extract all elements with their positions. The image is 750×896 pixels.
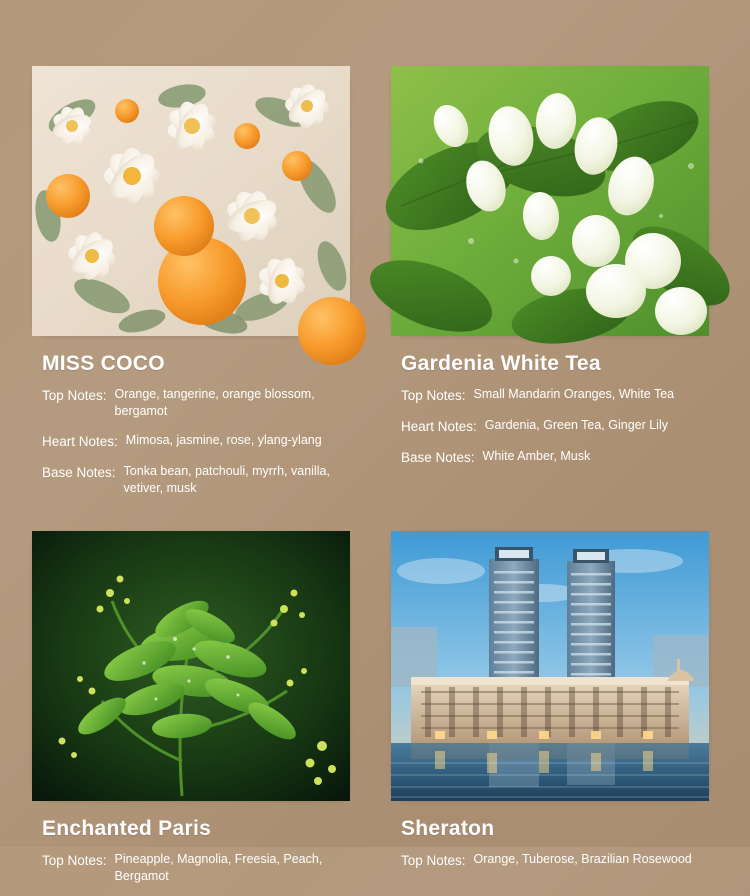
product-title: MISS COCO [42, 352, 165, 375]
green-plant-photo-icon [32, 531, 350, 801]
product-image-miss-coco[interactable] [32, 66, 350, 336]
product-notes [401, 386, 718, 468]
hotel-skyline-photo-icon [391, 531, 709, 801]
note-label: Base Notes: [401, 450, 475, 466]
note-value: White Amber, Musk [482, 449, 591, 464]
note-value: Gardenia, Green Tea, Ginger Lily [484, 418, 668, 433]
note-row [401, 448, 718, 467]
product-card-gardenia-white-tea[interactable] [391, 66, 718, 509]
product-image-enchanted-paris[interactable] [32, 531, 350, 801]
note-value: Tonka bean, patchouli, myrrh, vanilla, vetiver, musk [123, 463, 330, 495]
product-title: Sheraton [401, 816, 495, 840]
note-row [42, 463, 359, 497]
product-notes [42, 386, 359, 497]
note-label: Top Notes: [42, 388, 107, 403]
product-image-sheraton[interactable] [391, 531, 709, 801]
note-value: Small Mandarin Oranges, White Tea [473, 387, 675, 401]
gardenia-buds-photo-icon [391, 66, 709, 336]
note-row [42, 432, 359, 451]
product-card-miss-coco[interactable] [32, 66, 359, 509]
note-row [42, 851, 359, 885]
note-label: Top Notes: [401, 852, 466, 868]
note-value: Orange, tangerine, orange blossom, bergamot [114, 387, 315, 418]
note-label: Top Notes: [42, 852, 107, 868]
note-value: Orange, Tuberose, Brazilian Rosewood [473, 851, 692, 866]
product-notes [42, 851, 359, 885]
product-card-enchanted-paris[interactable] [32, 509, 359, 896]
note-row [401, 417, 718, 436]
note-value: Pineapple, Magnolia, Freesia, Peach, Bergamot [114, 851, 323, 883]
note-value: Mimosa, jasmine, rose, ylang-ylang [125, 432, 322, 447]
note-label: Heart Notes: [42, 433, 118, 449]
note-label: Top Notes: [401, 388, 466, 403]
note-row [401, 851, 718, 870]
product-card-sheraton[interactable] [391, 509, 718, 896]
product-title: Gardenia White Tea [401, 352, 601, 375]
product-grid [32, 0, 718, 896]
product-notes [401, 851, 718, 870]
note-row [401, 386, 718, 405]
note-label: Base Notes: [42, 464, 116, 480]
product-image-gardenia-white-tea[interactable] [391, 66, 709, 336]
product-title: Enchanted Paris [42, 816, 212, 840]
note-label: Heart Notes: [401, 419, 477, 435]
orange-blossom-photo-icon [32, 66, 350, 336]
note-row [42, 386, 359, 420]
